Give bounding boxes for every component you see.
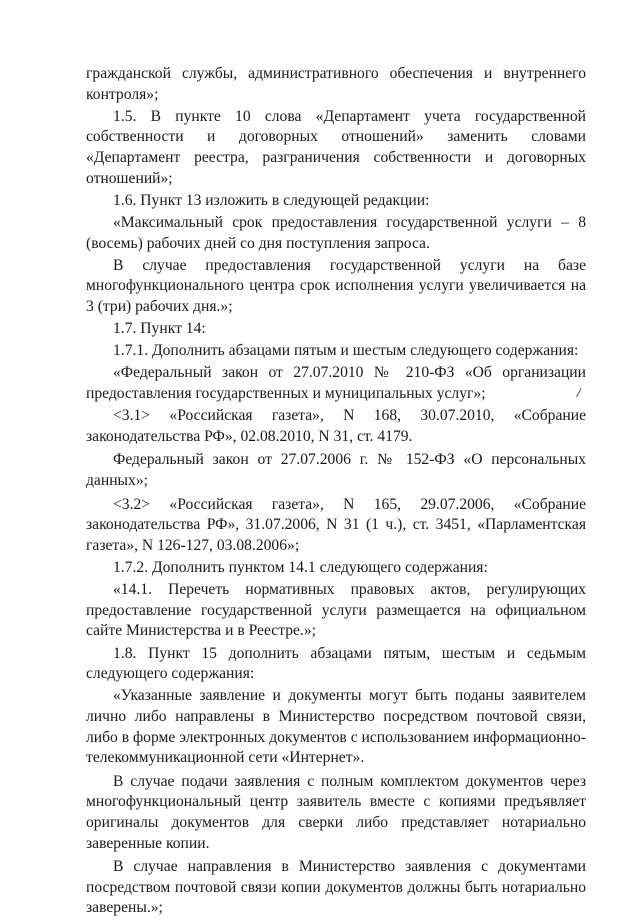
paragraph-footnote-3-2: <3.2> «Российская газета», N 165, 29.07.2006, «Собрание законодательства РФ», 31.07.2006, N 31 (1 ч.), ст. 3451, «Парламентская газета», N 126-127, 03.08.2006»;: [86, 495, 586, 554]
paragraph-mfc-term: В случае предоставления государственной услуги на базе многофункционального центра срок исполнения услуги увеличивается на 3 (три) рабочих дня.»;: [86, 256, 586, 315]
paragraph-federal-law-152: Федеральный закон от 27.07.2006 г. № 152-ФЗ «О персональных данных»;: [86, 451, 586, 490]
document-body: [86, 64, 586, 920]
paragraph-federal-law-210: «Федеральный закон от 27.07.2010 № 210-ФЗ «Об организации предоставления государственных и муниципальных услуг»;: [86, 364, 586, 403]
paragraph-mfc-submission: В случае подачи заявления с полным комплектом документов через многофункциональный центр заявитель вместе с копиями предъявляет оригиналы документов для сверки либо представляет нотариально заверенные копии.: [86, 772, 586, 852]
paragraph-continuation: гражданской службы, административного обеспечения и внутреннего контроля»;: [86, 65, 586, 103]
paragraph-1-7-2: 1.7.2. Дополнить пунктом 14.1 следующего содержания:: [113, 559, 488, 576]
paragraph-footnote-3-1: <3.1> «Российская газета», N 168, 30.07.2010, «Собрание законодательства РФ», 02.08.2010, N 31, ст. 4179.: [86, 407, 586, 445]
paragraph-1-7: 1.7. Пункт 14:: [113, 320, 206, 338]
paragraph-1-8: 1.8. Пункт 15 дополнить абзацами пятым, шестым и седьмым следующего содержания:: [86, 644, 586, 683]
paragraph-14-1: «14.1. Перечеть нормативных правовых актов, регулирующих предоставление государственной услуги размещается на официальном сайте Министерства и в Реестре.»;: [86, 581, 586, 640]
paragraph-max-term: «Максимальный срок предоставления государственной услуги – 8 (восемь) рабочих дней со дня поступления запроса.: [86, 213, 586, 252]
paragraph-postal-submission: В случае направления в Министерство заявления с документами посредством почтовой связи копии документов должны быть нотариально заверены.»;: [86, 858, 586, 917]
paragraph-1-5: 1.5. В пункте 10 слова «Департамент учета государственной собственности и договорных отношений» заменить словами «Департамент реестра, разграничения собственности и договорных отношений»;: [86, 107, 586, 187]
paragraph-submission-methods: «Указанные заявление и документы могут быть поданы заявителем лично либо направлены в Министерство посредством почтовой связи, либо в форме электронных документов с использованием информационно-телекоммуникационной сети «Интернет».: [86, 687, 586, 767]
paragraph-1-7-1: 1.7.1. Дополнить абзацами пятым и шестым следующего содержания:: [113, 342, 579, 360]
paragraph-1-6: 1.6. Пункт 13 изложить в следующей редакции:: [113, 191, 430, 209]
